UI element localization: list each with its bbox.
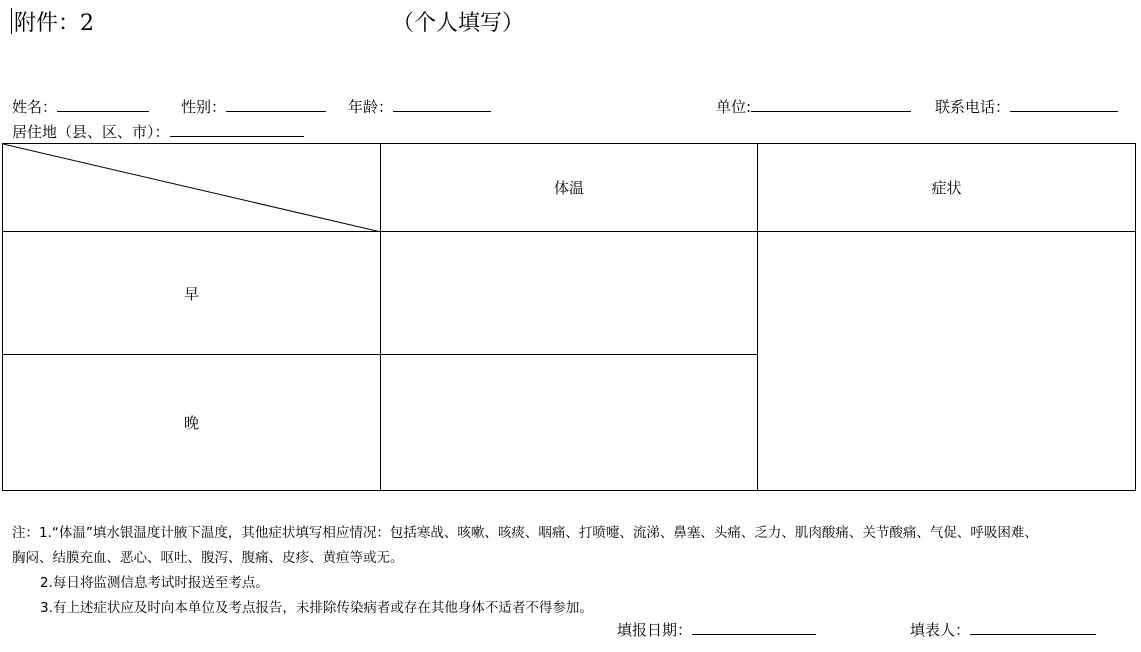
filler-field (910, 619, 1096, 640)
residence-blank[interactable] (170, 121, 304, 137)
unit-field (716, 96, 911, 117)
note-line-2: 胸闷、结膜充血、恶心、呕吐、腹泻、腹痛、皮疹、黄疸等或无。 (12, 550, 404, 566)
age-blank[interactable] (393, 96, 491, 112)
morning-temperature-cell[interactable] (381, 232, 758, 355)
evening-temperature-cell[interactable] (381, 355, 758, 491)
age-field (348, 96, 491, 117)
diagonal-corner-cell (3, 144, 381, 232)
name-field (12, 96, 149, 117)
attachment-label: 附件：2 (14, 11, 94, 36)
date-label: 填报日期： (617, 621, 693, 639)
name-label: 姓名： (12, 98, 58, 116)
form-note: （个人填写） (392, 11, 525, 36)
name-blank[interactable] (57, 96, 149, 112)
age-label: 年龄： (348, 98, 394, 116)
text-cursor (11, 8, 12, 34)
symptoms-cell[interactable] (758, 232, 1136, 491)
temperature-header: 体温 (381, 144, 758, 232)
date-field (617, 619, 816, 640)
note-line-3: 2.每日将监测信息考试时报送至考点。 (40, 575, 269, 591)
note-line-4: 3.有上述症状应及时向本单位及考点报告，未排除传染病者或存在其他身体不适者不得参加。 (40, 600, 593, 616)
residence-field (12, 121, 304, 142)
unit-label: 单位: (716, 98, 752, 116)
phone-field (935, 96, 1118, 117)
unit-blank[interactable] (751, 96, 911, 112)
monitoring-table (2, 143, 1136, 491)
note-line-1: 注：1.“体温”填水银温度计腋下温度，其他症状填写相应情况：包括寒战、咳嗽、咳痰、咽痛、打喷嚏、流涕、鼻塞、头痛、乏力、肌肉酸痛、关节酸痛、气促、呼吸困难、 (12, 525, 1038, 541)
phone-label: 联系电话： (935, 98, 1011, 116)
symptoms-header: 症状 (758, 144, 1136, 232)
phone-blank[interactable] (1010, 96, 1118, 112)
morning-row-label: 早 (3, 232, 381, 355)
residence-label: 居住地（县、区、市）： (12, 123, 170, 141)
gender-label: 性别： (181, 98, 227, 116)
filler-label: 填表人： (910, 621, 971, 639)
gender-blank[interactable] (226, 96, 326, 112)
date-blank[interactable] (692, 619, 816, 635)
diagonal-line (3, 144, 381, 232)
gender-field (181, 96, 326, 117)
filler-blank[interactable] (970, 619, 1096, 635)
evening-row-label: 晚 (3, 355, 381, 491)
